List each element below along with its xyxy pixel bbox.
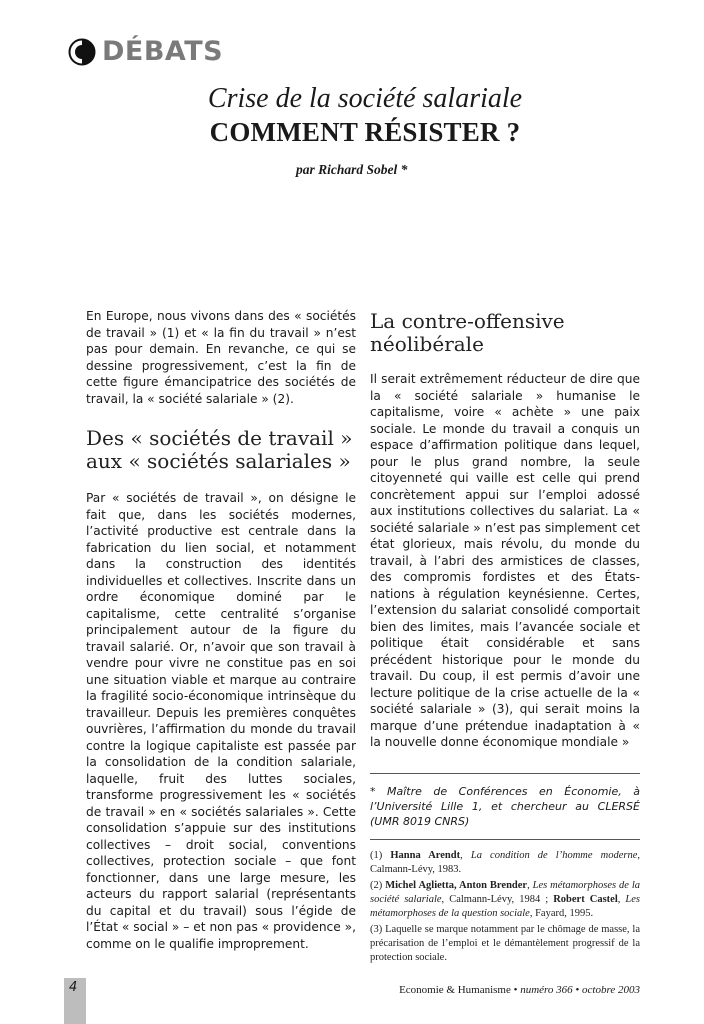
section-label xyxy=(68,36,223,67)
body-paragraph-1: Par « sociétés de travail », on désigne le fait que, dans les sociétés modernes, l’activité productive est centrale dans la fabrication du lien social, et notamment dans la construction des identités individuelles et collectives. Inscrite dans un ordre économique dominé par le capitalisme, cette centralité s’organise principalement autour de la figure du travail salarié. Or, n’avoir que son travail à vendre pour vivre ne constitue pas en soi une situation viable et marque au contraire la fragilité socio-économique intrinsèque du travailleur. Depuis les premières conquêtes ouvrières, l’affirmation du monde du travail contre la logique capitaliste est passée par la consolidation de la condition salariale, laquelle, fruit des luttes sociales, transforme progressivement les « sociétés de travail » en « sociétés salariales ». Cette consolidation s’appuie sur des institutions collectives – droit social, conventions collectives, protection sociale – que font fonctionner, dans une large mesure, les acteurs du rapport salarial (représentants du capital et du travail) sous l’égide de l’État « social » – et non pas « providence », comme on le qualifie improprement. xyxy=(86,491,356,951)
reference-3: (3) Laquelle se marque notamment par le chômage de masse, la précarisation de l’emploi et le démantèlement progressif de la protection sociale. xyxy=(370,923,640,963)
journal-name: Economie & Humanisme xyxy=(399,984,511,996)
issue-date: octobre 2003 xyxy=(582,984,640,996)
issue-number: numéro 366 xyxy=(520,984,573,996)
body-paragraph-2: Il serait extrêmement réducteur de dire que la « société salariale » humanise le capitalisme, voire « achète » une paix sociale. Le monde du travail a conquis un espace d’affirmation politique dans lequel, pour le plus grand nombre, la seule citoyenneté qui vaille est celle qui prend concrètement appui sur l’emploi adossé aux institutions collectives du salariat. La « société salariale » n’est pas simplement cet état glorieux, mais révolu, du monde du travail, à l’abri des armistices de classes, des compromis fordistes et des États-nations à régulation keynésienne. Certes, l’extension du salariat consolidé comportait bien des limites, mais l’avancée sociale et politique était considérable et sans précédent historique pour le monde du travail. Du coup, il est permis d’avoir une lecture politique de la crise actuelle de la « société salariale » (3), qui serait moins la marque d’une prétendue inadaptation à « la nouvelle donne économique mondiale » xyxy=(370,372,640,749)
byline: par Richard Sobel * xyxy=(296,162,408,177)
reference-1: (1) Hanna Arendt, La condition de l’homme moderne, Calmann-Lévy, 1983. xyxy=(370,849,641,875)
footer-bullet: • xyxy=(513,984,518,996)
intro-paragraph: En Europe, nous vivons dans des « sociétés de travail » (1) et « la fin du travail » n’est pas pour demain. En revanche, ce qui se dessine progressivement, c’est la fin de cette figure émancipatrice des sociétés de travail, la « société salariale » (2). xyxy=(86,309,356,406)
section-heading-1: Des « sociétés de travail » aux « sociétés salariales » xyxy=(86,426,353,473)
reference-2: (2) Michel Aglietta, Anton Brender, Les métamorphoses de la société salariale, Calmann-Lévy, 1984 ; Robert Castel, Les métamorphoses de la question sociale, Fayard, 1995. xyxy=(370,879,641,919)
half-filled-circle-icon xyxy=(68,38,96,66)
footer-bullet: • xyxy=(575,984,580,996)
references-divider xyxy=(370,839,640,840)
page-number: 4 xyxy=(69,980,78,995)
article-title xyxy=(150,82,580,148)
right-column xyxy=(370,310,640,967)
author-note: * Maître de Conférences en Économie, à l’Université Lille 1, et chercheur au CLERSÉ (UMR 8019 CNRS) xyxy=(370,784,640,828)
references xyxy=(370,849,640,965)
article-title-line1: Crise de la société salariale xyxy=(207,83,523,114)
footer-citation xyxy=(399,984,640,996)
section-heading-2: La contre-offensive néolibérale xyxy=(370,309,565,356)
section-title: DÉBATS xyxy=(102,36,224,67)
left-column xyxy=(86,308,356,952)
footnote-divider xyxy=(370,773,640,774)
article-title-line2: COMMENT RÉSISTER ? xyxy=(209,117,521,147)
